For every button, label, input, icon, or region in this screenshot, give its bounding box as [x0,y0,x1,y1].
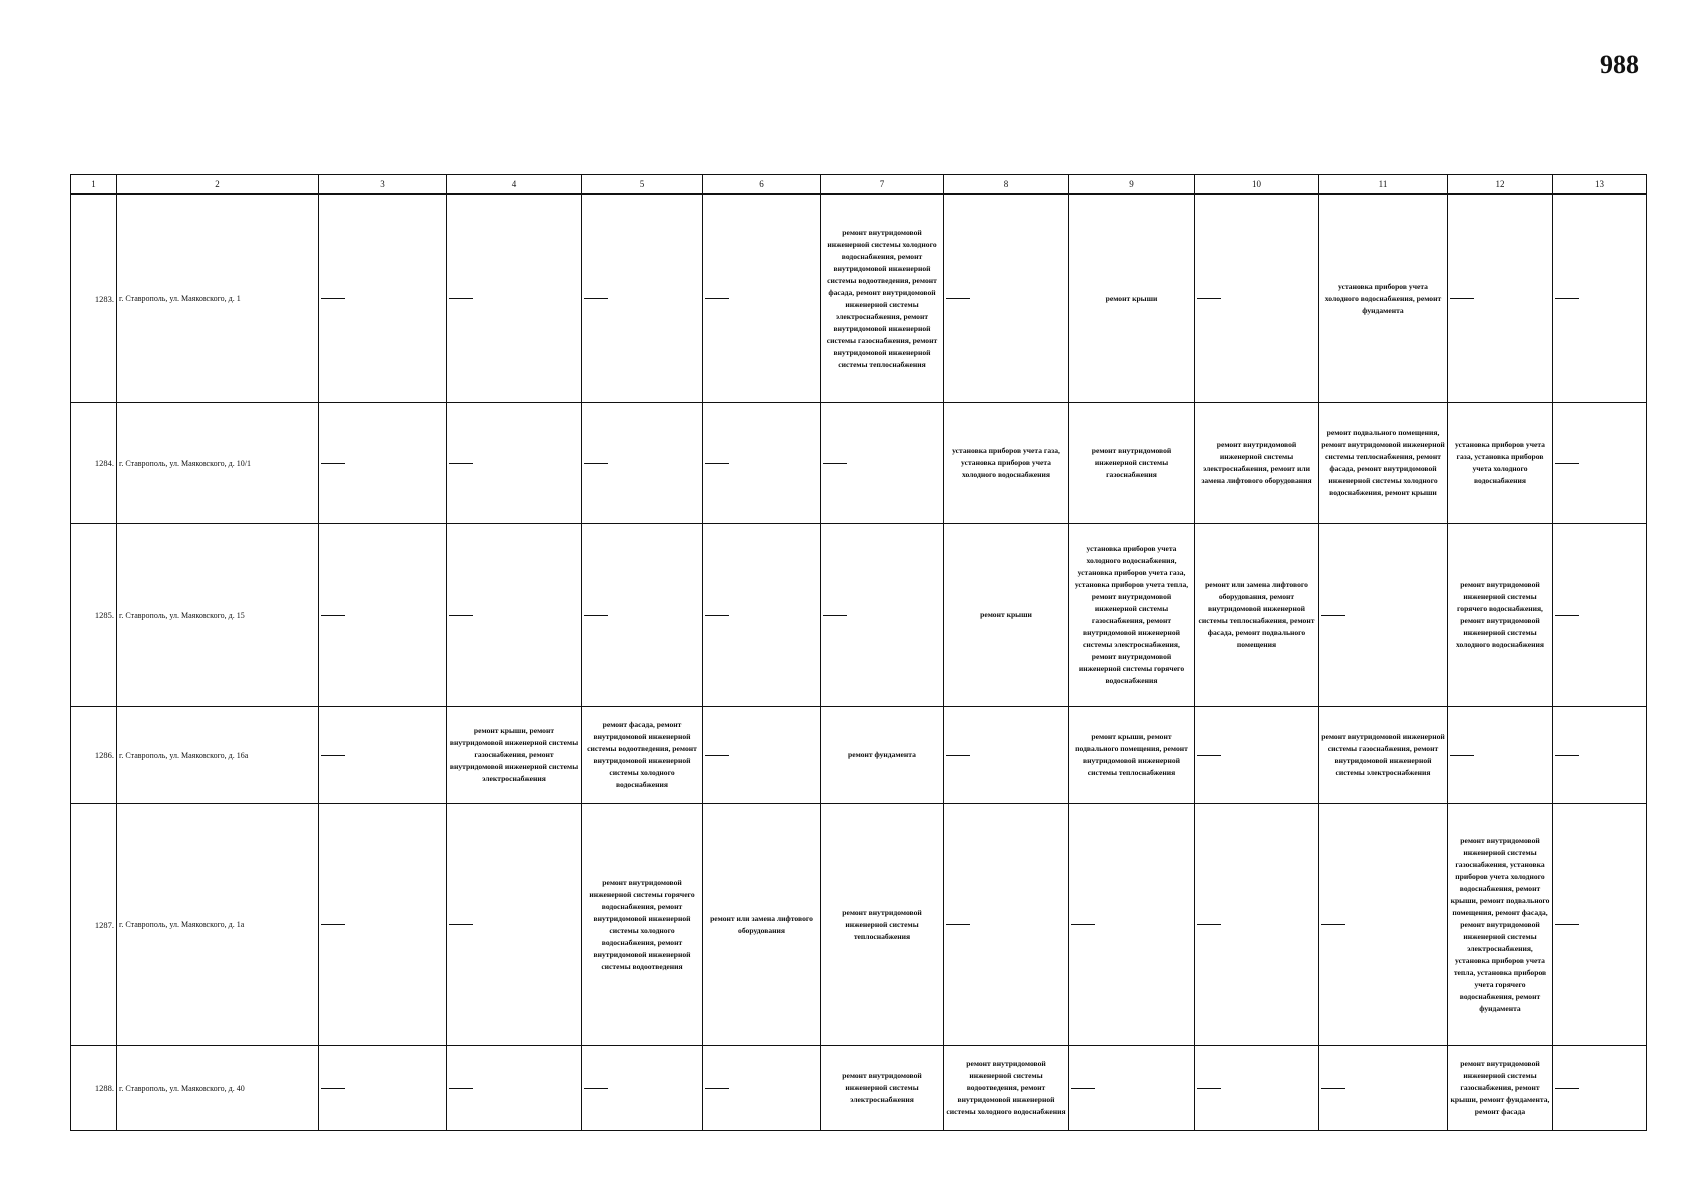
empty-dash-cell [944,804,1069,1046]
table-row [71,804,1647,1046]
empty-dash-cell [447,524,582,707]
empty-dash-cell [703,403,821,524]
empty-dash-cell [447,403,582,524]
empty-dash-cell [1553,1046,1647,1131]
dash-mark [1450,298,1474,299]
repair-works-cell: ремонт или замена лифтового оборудования, ремонт внутридомовой инженерной системы теплоснабжения, ремонт фасада, ремонт подвального помещения [1195,524,1319,707]
repair-works-cell: ремонт внутридомовой инженерной системы электроснабжения, ремонт или замена лифтового оборудования [1195,403,1319,524]
empty-dash-cell [703,707,821,804]
empty-dash-cell [1069,804,1195,1046]
dash-mark [1197,924,1221,925]
empty-dash-cell [582,403,703,524]
empty-dash-cell [821,524,944,707]
address-cell: г. Ставрополь, ул. Маяковского, д. 40 [117,1046,319,1131]
repair-works-cell: установка приборов учета газа, установка приборов учета холодного водоснабжения [1448,403,1553,524]
dash-mark [321,615,345,616]
dash-mark [946,755,970,756]
empty-dash-cell [1195,804,1319,1046]
column-number: 4 [447,175,582,195]
empty-dash-cell [319,804,447,1046]
column-number: 6 [703,175,821,195]
dash-mark [449,924,473,925]
repair-works-cell: ремонт крыши, ремонт подвального помещения, ремонт внутридомовой инженерной системы теплоснабжения [1069,707,1195,804]
repair-schedule-table [70,174,1647,1131]
dash-mark [321,755,345,756]
column-number: 8 [944,175,1069,195]
column-number: 3 [319,175,447,195]
dash-mark [705,615,729,616]
repair-works-cell: ремонт внутридомовой инженерной системы холодного водоснабжения, ремонт внутридомовой инженерной системы водоотведения, ремонт фасада, ремонт внутридомовой инженерной системы электроснабжения, ремонт внутридомовой инженерной системы газоснабжения, ремонт внутридомовой инженерной системы теплоснабжения [821,194,944,403]
address-cell: г. Ставрополь, ул. Маяковского, д. 10/1 [117,403,319,524]
empty-dash-cell [1069,1046,1195,1131]
repair-works-cell: ремонт фундамента [821,707,944,804]
empty-dash-cell [1195,194,1319,403]
dash-mark [705,463,729,464]
column-number: 2 [117,175,319,195]
empty-dash-cell [1553,707,1647,804]
dash-mark [584,1088,608,1089]
repair-works-cell: установка приборов учета холодного водоснабжения, ремонт фундамента [1319,194,1448,403]
empty-dash-cell [1553,804,1647,1046]
empty-dash-cell [319,524,447,707]
dash-mark [321,1088,345,1089]
empty-dash-cell [821,403,944,524]
dash-mark [1197,755,1221,756]
repair-works-cell: ремонт внутридомовой инженерной системы газоснабжения, ремонт крыши, ремонт фундамента, ремонт фасада [1448,1046,1553,1131]
row-number: 1288. [71,1046,117,1131]
empty-dash-cell [703,1046,821,1131]
empty-dash-cell [319,194,447,403]
dash-mark [321,463,345,464]
empty-dash-cell [1319,524,1448,707]
dash-mark [449,463,473,464]
empty-dash-cell [944,194,1069,403]
empty-dash-cell [1553,524,1647,707]
repair-works-cell: ремонт внутридомовой инженерной системы газоснабжения [1069,403,1195,524]
dash-mark [1555,755,1579,756]
dash-mark [449,298,473,299]
dash-mark [1321,924,1345,925]
empty-dash-cell [1195,707,1319,804]
dash-mark [1555,1088,1579,1089]
dash-mark [705,755,729,756]
dash-mark [946,298,970,299]
empty-dash-cell [1448,707,1553,804]
dash-mark [1555,615,1579,616]
repair-works-cell: ремонт фасада, ремонт внутридомовой инженерной системы водоотведения, ремонт внутридомовой инженерной системы холодного водоснабжения [582,707,703,804]
dash-mark [1555,298,1579,299]
row-number: 1287. [71,804,117,1046]
table-row [71,403,1647,524]
dash-mark [1555,924,1579,925]
empty-dash-cell [1553,403,1647,524]
dash-mark [1071,924,1095,925]
dash-mark [946,924,970,925]
empty-dash-cell [1553,194,1647,403]
repair-works-cell: ремонт внутридомовой инженерной системы горячего водоснабжения, ремонт внутридомовой инженерной системы холодного водоснабжения [1448,524,1553,707]
table-row [71,1046,1647,1131]
empty-dash-cell [582,1046,703,1131]
empty-dash-cell [703,524,821,707]
empty-dash-cell [319,1046,447,1131]
repair-works-cell: ремонт внутридомовой инженерной системы электроснабжения [821,1046,944,1131]
empty-dash-cell [703,194,821,403]
empty-dash-cell [447,1046,582,1131]
repair-works-cell: ремонт подвального помещения, ремонт внутридомовой инженерной системы теплоснабжения, ремонт фасада, ремонт внутридомовой инженерной системы холодного водоснабжения, ремонт крыши [1319,403,1448,524]
dash-mark [1450,755,1474,756]
empty-dash-cell [1195,1046,1319,1131]
repair-works-cell: ремонт крыши, ремонт внутридомовой инженерной системы газоснабжения, ремонт внутридомовой инженерной системы электроснабжения [447,707,582,804]
dash-mark [321,924,345,925]
empty-dash-cell [447,804,582,1046]
dash-mark [321,298,345,299]
table-row [71,524,1647,707]
empty-dash-cell [1448,194,1553,403]
empty-dash-cell [447,194,582,403]
dash-mark [1321,615,1345,616]
dash-mark [823,463,847,464]
repair-works-cell: ремонт внутридомовой инженерной системы газоснабжения, установка приборов учета холодного водоснабжения, ремонт крыши, ремонт подвального помещения, ремонт фасада, ремонт внутридомовой инженерной системы электроснабжения, установка приборов учета тепла, установка приборов учета горячего водоснабжения, ремонт фундамента [1448,804,1553,1046]
repair-works-cell: ремонт внутридомовой инженерной системы горячего водоснабжения, ремонт внутридомовой инженерной системы холодного водоснабжения, ремонт внутридомовой инженерной системы водоотведения [582,804,703,1046]
address-cell: г. Ставрополь, ул. Маяковского, д. 15 [117,524,319,707]
repair-works-cell: ремонт или замена лифтового оборудования [703,804,821,1046]
dash-mark [1555,463,1579,464]
empty-dash-cell [944,707,1069,804]
address-cell: г. Ставрополь, ул. Маяковского, д. 1а [117,804,319,1046]
dash-mark [1321,1088,1345,1089]
dash-mark [1071,1088,1095,1089]
table-row [71,194,1647,403]
dash-mark [705,1088,729,1089]
empty-dash-cell [319,707,447,804]
column-number: 5 [582,175,703,195]
repair-works-cell: ремонт крыши [1069,194,1195,403]
repair-works-cell: ремонт внутридомовой инженерной системы газоснабжения, ремонт внутридомовой инженерной системы электроснабжения [1319,707,1448,804]
dash-mark [449,1088,473,1089]
dash-mark [584,463,608,464]
column-number: 12 [1448,175,1553,195]
column-number: 7 [821,175,944,195]
row-number: 1284. [71,403,117,524]
column-number: 13 [1553,175,1647,195]
column-number: 10 [1195,175,1319,195]
address-cell: г. Ставрополь, ул. Маяковского, д. 16а [117,707,319,804]
empty-dash-cell [1319,804,1448,1046]
table-row [71,707,1647,804]
page-number: 988 [1600,50,1639,79]
repair-works-cell: установка приборов учета газа, установка приборов учета холодного водоснабжения [944,403,1069,524]
row-number: 1286. [71,707,117,804]
dash-mark [823,615,847,616]
repair-works-cell: ремонт внутридомовой инженерной системы теплоснабжения [821,804,944,1046]
empty-dash-cell [1319,1046,1448,1131]
dash-mark [705,298,729,299]
empty-dash-cell [582,524,703,707]
column-number: 11 [1319,175,1448,195]
column-number: 1 [71,175,117,195]
dash-mark [1197,1088,1221,1089]
dash-mark [1197,298,1221,299]
dash-mark [584,615,608,616]
column-number: 9 [1069,175,1195,195]
empty-dash-cell [582,194,703,403]
empty-dash-cell [319,403,447,524]
dash-mark [584,298,608,299]
dash-mark [449,615,473,616]
row-number: 1283. [71,194,117,403]
row-number: 1285. [71,524,117,707]
repair-works-cell: установка приборов учета холодного водоснабжения, установка приборов учета газа, установка приборов учета тепла, ремонт внутридомовой инженерной системы газоснабжения, ремонт внутридомовой инженерной системы электроснабжения, ремонт внутридомовой инженерной системы горячего водоснабжения [1069,524,1195,707]
address-cell: г. Ставрополь, ул. Маяковского, д. 1 [117,194,319,403]
column-number-row [71,175,1647,195]
repair-works-cell: ремонт внутридомовой инженерной системы водоотведения, ремонт внутридомовой инженерной системы холодного водоснабжения [944,1046,1069,1131]
repair-works-cell: ремонт крыши [944,524,1069,707]
